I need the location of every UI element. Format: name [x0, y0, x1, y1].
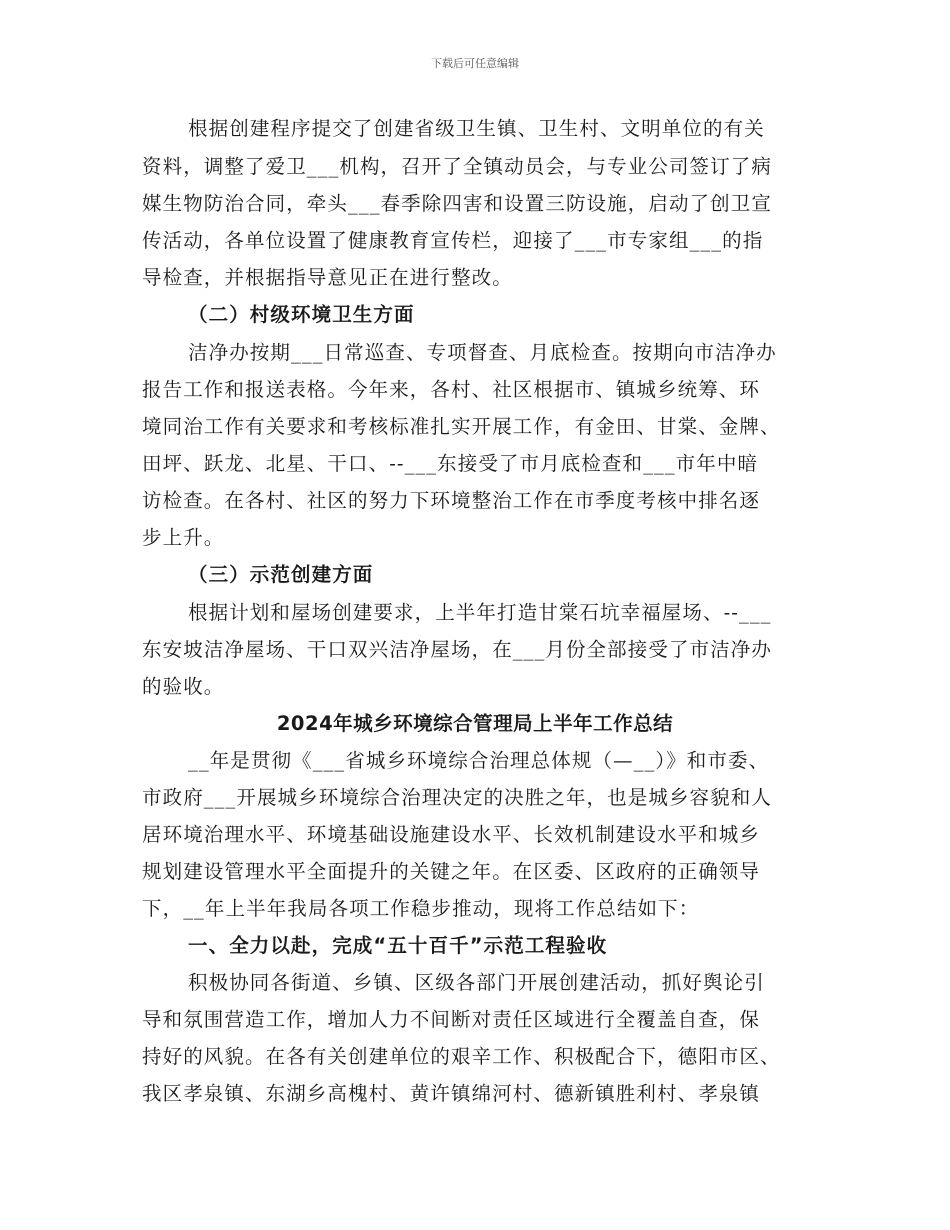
paragraph-line: 媒生物防治合同，牵头___春季除四害和设置三防设施，启动了创卫宣: [142, 192, 772, 215]
paragraph-line: 持好的风貌。在各有关创建单位的艰辛工作、积极配合下，德阳市区、: [142, 1045, 781, 1068]
paragraph-line: 访检查。在各村、社区的努力下环境整治工作在市季度考核中排名逐: [142, 489, 761, 512]
paragraph-line: 的验收。: [142, 675, 225, 698]
page-header: 下载后可任意编辑: [431, 57, 519, 70]
paragraph-line: 居环境治理水平、环境基础设施建设水平、长效机制建设水平和城乡: [142, 823, 761, 846]
paragraph-line: 规划建设管理水平全面提升的关键之年。在区委、区政府的正确领导: [142, 860, 761, 883]
section-heading: （三）示范创建方面: [188, 563, 374, 586]
paragraph-line: 下，__年上半年我局各项工作稳步推动，现将工作总结如下：: [142, 897, 700, 920]
paragraph-line: 田坪、跃龙、北星、干口、--___东接受了市月底检查和___市年中暗: [142, 452, 759, 475]
paragraph-line: 根据创建程序提交了创建省级卫生镇、卫生村、文明单位的有关: [188, 117, 765, 140]
paragraph-line: 传活动，各单位设置了健康教育宣传栏，迎接了___市专家组___的指: [142, 229, 764, 252]
paragraph-line: 我区孝泉镇、东湖乡高槐村、黄许镇绵河村、德新镇胜利村、孝泉镇: [142, 1082, 761, 1105]
paragraph-line: 报告工作和报送表格。今年来，各村、社区根据市、镇城乡统筹、环: [142, 378, 761, 401]
paragraph-line: 资料，调整了爱卫___机构，召开了全镇动员会，与专业公司签订了病: [142, 155, 772, 178]
paragraph-line: 东安坡洁净屋场、干口双兴洁净屋场，在___月份全部接受了市洁净办: [142, 638, 772, 661]
document-title: 2024年城乡环境综合管理局上半年工作总结: [276, 712, 674, 735]
section-heading: （二）村级环境卫生方面: [188, 303, 415, 326]
section-heading: 一、全力以赴，完成“五十百千”示范工程验收: [188, 934, 608, 957]
paragraph-line: 根据计划和屋场创建要求，上半年打造甘棠石坑幸福屋场、--___: [188, 601, 772, 624]
paragraph-line: 导检查，并根据指导意见正在进行整改。: [142, 266, 513, 289]
paragraph-line: 境同治工作有关要求和考核标准扎实开展工作，有金田、甘棠、金牌、: [142, 415, 781, 438]
paragraph-line: 市政府___开展城乡环境综合治理决定的决胜之年，也是城乡容貌和人: [142, 786, 772, 809]
paragraph-line: __年是贯彻《___省城乡环境综合治理总体规（—__）》和市委、: [188, 749, 770, 772]
paragraph-line: 积极协同各街道、乡镇、区级各部门开展创建活动，抓好舆论引: [188, 971, 765, 994]
paragraph-line: 洁净办按期___日常巡查、专项督查、月底检查。按期向市洁净办: [188, 341, 777, 364]
paragraph-line: 导和氛围营造工作，增加人力不间断对责任区域进行全覆盖自查，保: [142, 1008, 761, 1031]
paragraph-line: 步上升。: [142, 526, 225, 549]
